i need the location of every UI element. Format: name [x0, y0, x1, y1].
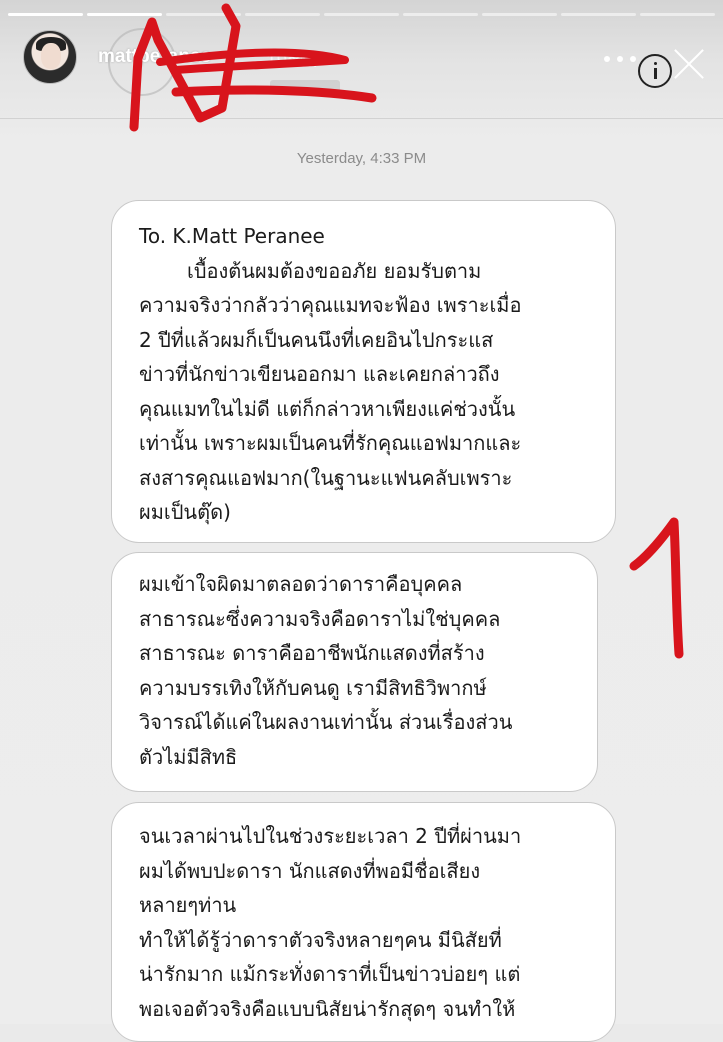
chat-timestamp: Yesterday, 4:33 PM [296, 150, 427, 167]
message-line: เบื้องต้นผมต้องขออภัย ยอมรับตาม [187, 258, 482, 283]
message-line: สาธารณะซึ่งความจริงคือดาราไม่ใช่บุคคล [139, 606, 501, 631]
red-scribble-strike [176, 90, 372, 98]
message-line: 2 ปีที่แล้วผมก็เป็นคนนึงที่เคยอินไปกระแส [139, 327, 494, 352]
message-line: ข่าวที่นักข่าวเขียนออกมา และเคยกล่าวถึง [139, 362, 500, 386]
message-line: วิจารณ์ได้แค่ในผลงานเท่านั้น ส่วนเรื่องส่วน [139, 710, 513, 734]
message-line: คุณแมทในไม่ดี แต่ก็กล่าวหาเพียงแค่ช่วงนั้น [139, 396, 516, 421]
message-line: To. K.Matt Peranee [139, 224, 325, 248]
message-line: ทำให้ได้รู้ว่าดาราตัวจริงหลายๆคน มีนิสัยที่ [139, 927, 502, 952]
red-scribble-strike [160, 53, 345, 70]
message-line: ผมเข้าใจผิดมาตลอดว่าดาราคือบุคคล [139, 572, 463, 596]
message-line: ตัวไม่มีสิทธิ [139, 744, 238, 769]
message-line: ความจริงว่ากลัวว่าคุณแมทจะฟ้อง เพราะเมื่อ [139, 293, 522, 317]
message-line: สาธารณะ ดาราคืออาชีพนักแสดงที่สร้าง [139, 641, 485, 665]
message-line: สงสารคุณแอฟมาก(ในฐานะแฟนคลับเพราะ [139, 465, 513, 490]
message-line: เท่านั้น เพราะผมเป็นคนที่รักคุณแอฟมากและ [139, 431, 522, 455]
message-line: ความบรรเทิงให้กับคนดู เรามีสิทธิวิพากษ์ [139, 675, 487, 700]
message-line: ผมได้พบปะดารา นักแสดงที่พอมีชื่อเสียง [139, 858, 481, 883]
story-time-ago: 19ชม. [266, 51, 318, 72]
red-handwritten-number-1 [634, 522, 679, 654]
message-line: น่ารักมาก แม้กระทั่งดาราที่เป็นข่าวบ่อยๆ แต่ [139, 962, 521, 986]
message-line: พอเจอตัวจริงคือแบบนิสัยน่ารักสุดๆ จนทำให้ [139, 996, 516, 1021]
message-line: ผมเป็นตุ๊ด) [139, 500, 231, 524]
message-line: จนเวลาผ่านไปในช่วงระยะเวลา 2 ปีที่ผ่านมา [139, 824, 522, 848]
message-line: หลายๆท่าน [139, 893, 237, 917]
story-username[interactable]: mattperanee [98, 46, 211, 67]
